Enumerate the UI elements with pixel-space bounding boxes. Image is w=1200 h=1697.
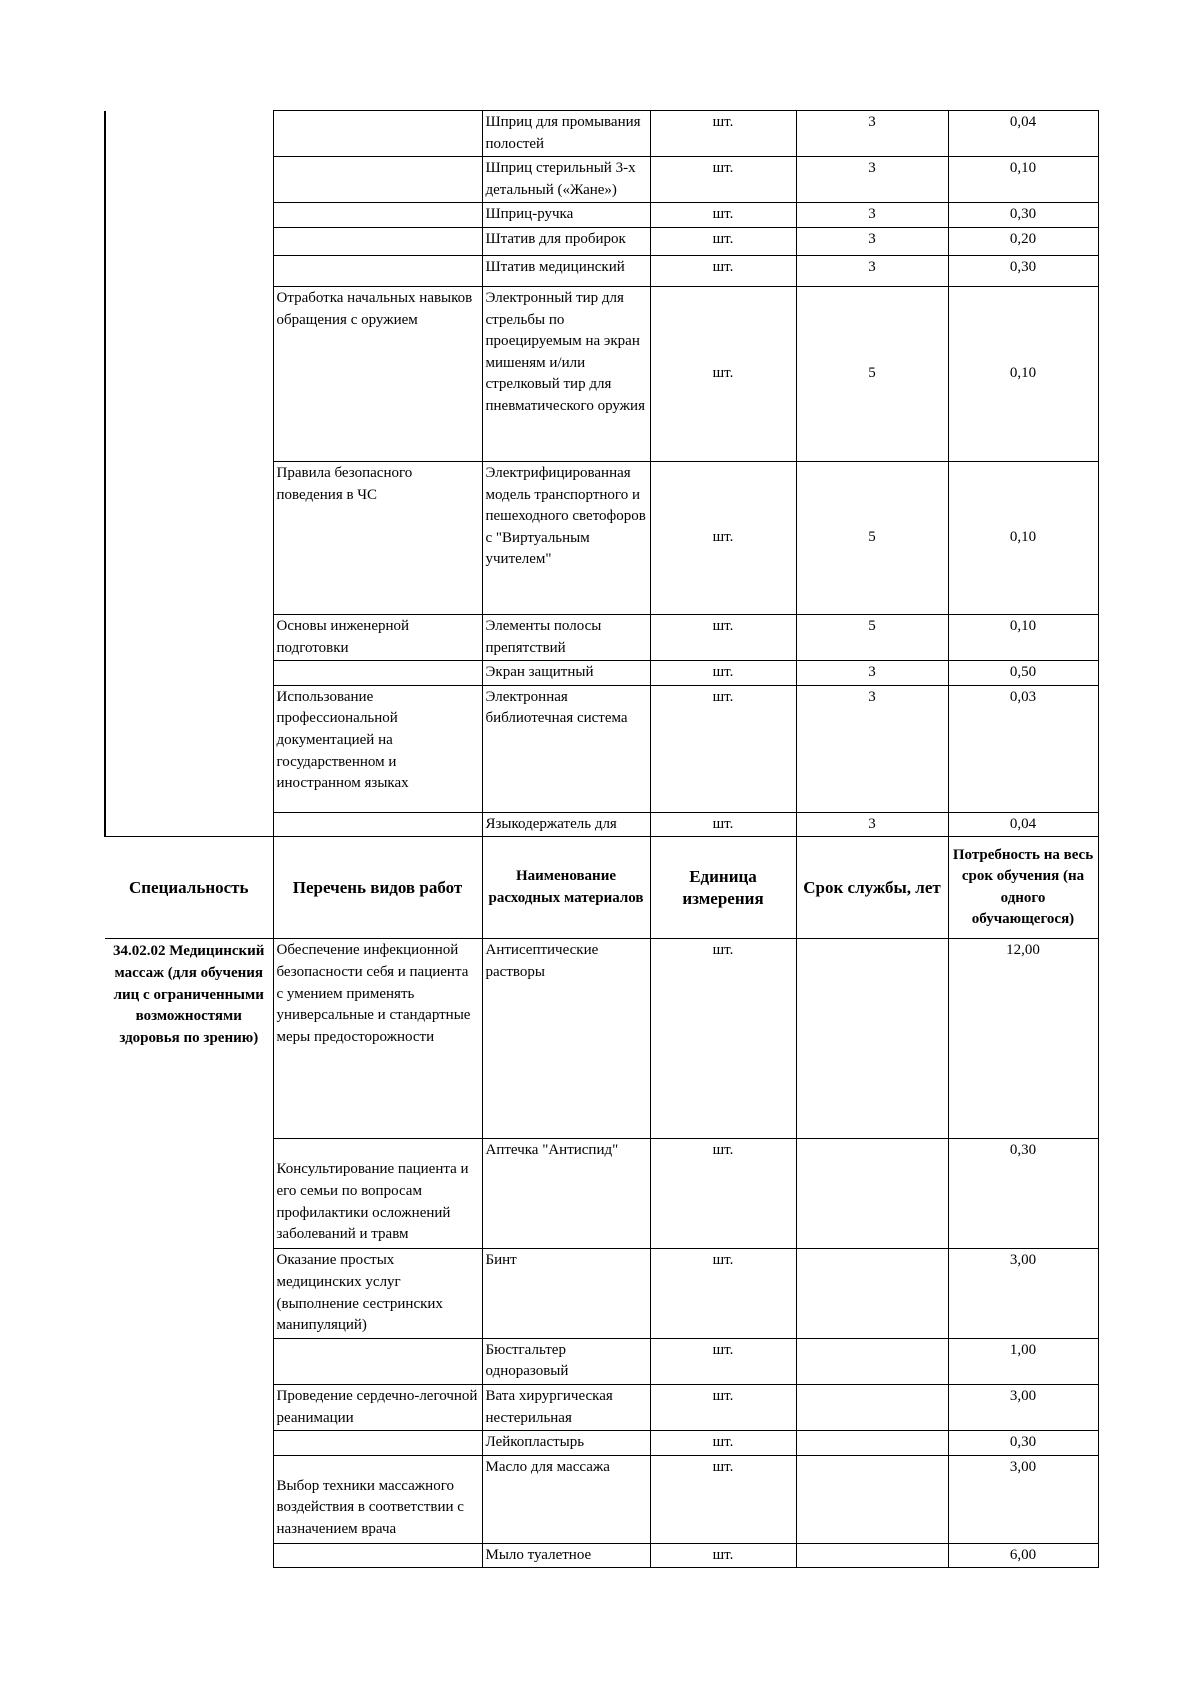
unit-cell: шт.: [650, 812, 796, 837]
work-type-cell: [273, 203, 482, 228]
service-life-cell: 5: [796, 286, 948, 461]
need-cell: 1,00: [948, 1338, 1098, 1384]
service-life-cell: 3: [796, 157, 948, 203]
need-cell: 0,10: [948, 461, 1098, 614]
work-type-cell: [273, 111, 482, 157]
table-row: [105, 157, 1098, 203]
unit-cell: шт.: [650, 1543, 796, 1568]
work-type-cell: Правила безопасного поведения в ЧС: [273, 461, 482, 614]
unit-cell: шт.: [650, 286, 796, 461]
material-name-cell: Шприц-ручка: [482, 203, 650, 228]
need-cell: 0,20: [948, 227, 1098, 255]
need-cell: 0,04: [948, 111, 1098, 157]
need-cell: 0,50: [948, 661, 1098, 686]
material-name-cell: Штатив для пробирок: [482, 227, 650, 255]
table-row: [105, 685, 1098, 812]
table-row: [105, 111, 1098, 157]
unit-cell: шт.: [650, 939, 796, 1139]
unit-cell: шт.: [650, 1338, 796, 1384]
work-type-cell: Отработка начальных навыков обращения с оружием: [273, 286, 482, 461]
need-cell: 0,30: [948, 1139, 1098, 1249]
table-row: [105, 614, 1098, 660]
unit-cell: шт.: [650, 461, 796, 614]
need-cell: 0,30: [948, 203, 1098, 228]
work-type-cell: Использование профессиональной документацией на государственном и иностранном языках: [273, 685, 482, 812]
header-material: Наименование расходных материалов: [482, 837, 650, 939]
service-life-cell: [796, 1543, 948, 1568]
table-row: [105, 227, 1098, 255]
work-type-cell: Выбор техники массажного воздействия в соответствии с назначением врача: [273, 1455, 482, 1543]
work-type-cell: [273, 227, 482, 255]
material-name-cell: Электрифицированная модель транспортного и пешеходного светофоров с "Виртуальным учителем": [482, 461, 650, 614]
need-cell: 3,00: [948, 1384, 1098, 1430]
unit-cell: шт.: [650, 1139, 796, 1249]
need-cell: 0,10: [948, 157, 1098, 203]
material-name-cell: Языкодержатель для: [482, 812, 650, 837]
service-life-cell: 3: [796, 812, 948, 837]
work-type-cell: [273, 255, 482, 286]
service-life-cell: [796, 1455, 948, 1543]
specialty-cell-empty: [105, 614, 273, 660]
header-service-life: Срок службы, лет: [796, 837, 948, 939]
unit-cell: шт.: [650, 1384, 796, 1430]
work-type-cell: Обеспечение инфекционной безопасности себя и пациента с умением применять универсальные и стандартные меры предосторожности: [273, 939, 482, 1139]
unit-cell: шт.: [650, 1455, 796, 1543]
material-name-cell: Элементы полосы препятствий: [482, 614, 650, 660]
unit-cell: шт.: [650, 255, 796, 286]
table-row: [105, 461, 1098, 614]
service-life-cell: 3: [796, 111, 948, 157]
specialty-cell-empty: [105, 227, 273, 255]
need-cell: 0,04: [948, 812, 1098, 837]
specialty-cell-empty: [105, 255, 273, 286]
service-life-cell: 3: [796, 203, 948, 228]
service-life-cell: [796, 1249, 948, 1338]
material-name-cell: Вата хирургическая нестерильная: [482, 1384, 650, 1430]
material-name-cell: Электронная библиотечная система: [482, 685, 650, 812]
material-name-cell: Штатив медицинский: [482, 255, 650, 286]
work-type-cell: [273, 1543, 482, 1568]
specialty-name: 34.02.02 Медицинский массаж (для обучения лиц с ограниченными возможностями здоровья по зрению): [105, 939, 273, 1568]
work-type-cell: [273, 812, 482, 837]
material-name-cell: Экран защитный: [482, 661, 650, 686]
work-type-cell: Консультирование пациента и его семьи по вопросам профилактики осложнений заболеваний и травм: [273, 1139, 482, 1249]
work-type-cell: [273, 1338, 482, 1384]
specialty-cell-empty: [105, 685, 273, 812]
service-life-cell: [796, 1431, 948, 1456]
material-name-cell: Бюстгальтер одноразовый: [482, 1338, 650, 1384]
materials-table: [104, 110, 1099, 1568]
work-type-cell: Основы инженерной подготовки: [273, 614, 482, 660]
work-type-cell: [273, 157, 482, 203]
unit-cell: шт.: [650, 203, 796, 228]
need-cell: 3,00: [948, 1455, 1098, 1543]
material-name-cell: Лейкопластырь: [482, 1431, 650, 1456]
service-life-cell: [796, 1338, 948, 1384]
service-life-cell: [796, 1384, 948, 1430]
work-type-cell: [273, 661, 482, 686]
service-life-cell: 3: [796, 227, 948, 255]
table-row: [105, 812, 1098, 837]
work-type-cell: Оказание простых медицинских услуг (выполнение сестринских манипуляций): [273, 1249, 482, 1338]
service-life-cell: 5: [796, 614, 948, 660]
material-name-cell: Масло для массажа: [482, 1455, 650, 1543]
specialty-cell-empty: [105, 461, 273, 614]
need-cell: 12,00: [948, 939, 1098, 1139]
unit-cell: шт.: [650, 227, 796, 255]
specialty-cell-empty: [105, 157, 273, 203]
header-unit: Единица измерения: [650, 837, 796, 939]
service-life-cell: 3: [796, 685, 948, 812]
need-cell: 0,10: [948, 614, 1098, 660]
material-name-cell: Электронный тир для стрельбы по проецируемым на экран мишеням и/или стрелковый тир для пневматического оружия: [482, 286, 650, 461]
unit-cell: шт.: [650, 614, 796, 660]
material-name-cell: Бинт: [482, 1249, 650, 1338]
need-cell: 3,00: [948, 1249, 1098, 1338]
unit-cell: шт.: [650, 1249, 796, 1338]
material-name-cell: Мыло туалетное: [482, 1543, 650, 1568]
unit-cell: шт.: [650, 661, 796, 686]
need-cell: 6,00: [948, 1543, 1098, 1568]
table-row: [105, 203, 1098, 228]
table-row: [105, 661, 1098, 686]
header-need: Потребность на весь срок обучения (на одного обучающегося): [948, 837, 1098, 939]
specialty-cell-empty: [105, 111, 273, 157]
table-row: [105, 255, 1098, 286]
header-specialty: Специальность: [105, 837, 273, 939]
unit-cell: шт.: [650, 685, 796, 812]
specialty-cell-empty: [105, 203, 273, 228]
work-type-cell: Проведение сердечно-легочной реанимации: [273, 1384, 482, 1430]
need-cell: 0,03: [948, 685, 1098, 812]
service-life-cell: 3: [796, 255, 948, 286]
specialty-cell-empty: [105, 661, 273, 686]
need-cell: 0,10: [948, 286, 1098, 461]
table-row: [105, 286, 1098, 461]
material-name-cell: Шприц для промывания полостей: [482, 111, 650, 157]
material-name-cell: Шприц стерильный 3-х детальный («Жане»): [482, 157, 650, 203]
unit-cell: шт.: [650, 157, 796, 203]
unit-cell: шт.: [650, 1431, 796, 1456]
service-life-cell: [796, 939, 948, 1139]
service-life-cell: 5: [796, 461, 948, 614]
unit-cell: шт.: [650, 111, 796, 157]
specialty-cell-empty: [105, 286, 273, 461]
table-row: [105, 939, 1098, 1139]
service-life-cell: [796, 1139, 948, 1249]
table-header-row: [105, 837, 1098, 939]
service-life-cell: 3: [796, 661, 948, 686]
work-type-cell: [273, 1431, 482, 1456]
header-works: Перечень видов работ: [273, 837, 482, 939]
material-name-cell: Аптечка "Антиспид": [482, 1139, 650, 1249]
need-cell: 0,30: [948, 1431, 1098, 1456]
need-cell: 0,30: [948, 255, 1098, 286]
specialty-cell-empty: [105, 812, 273, 837]
material-name-cell: Антисептические растворы: [482, 939, 650, 1139]
